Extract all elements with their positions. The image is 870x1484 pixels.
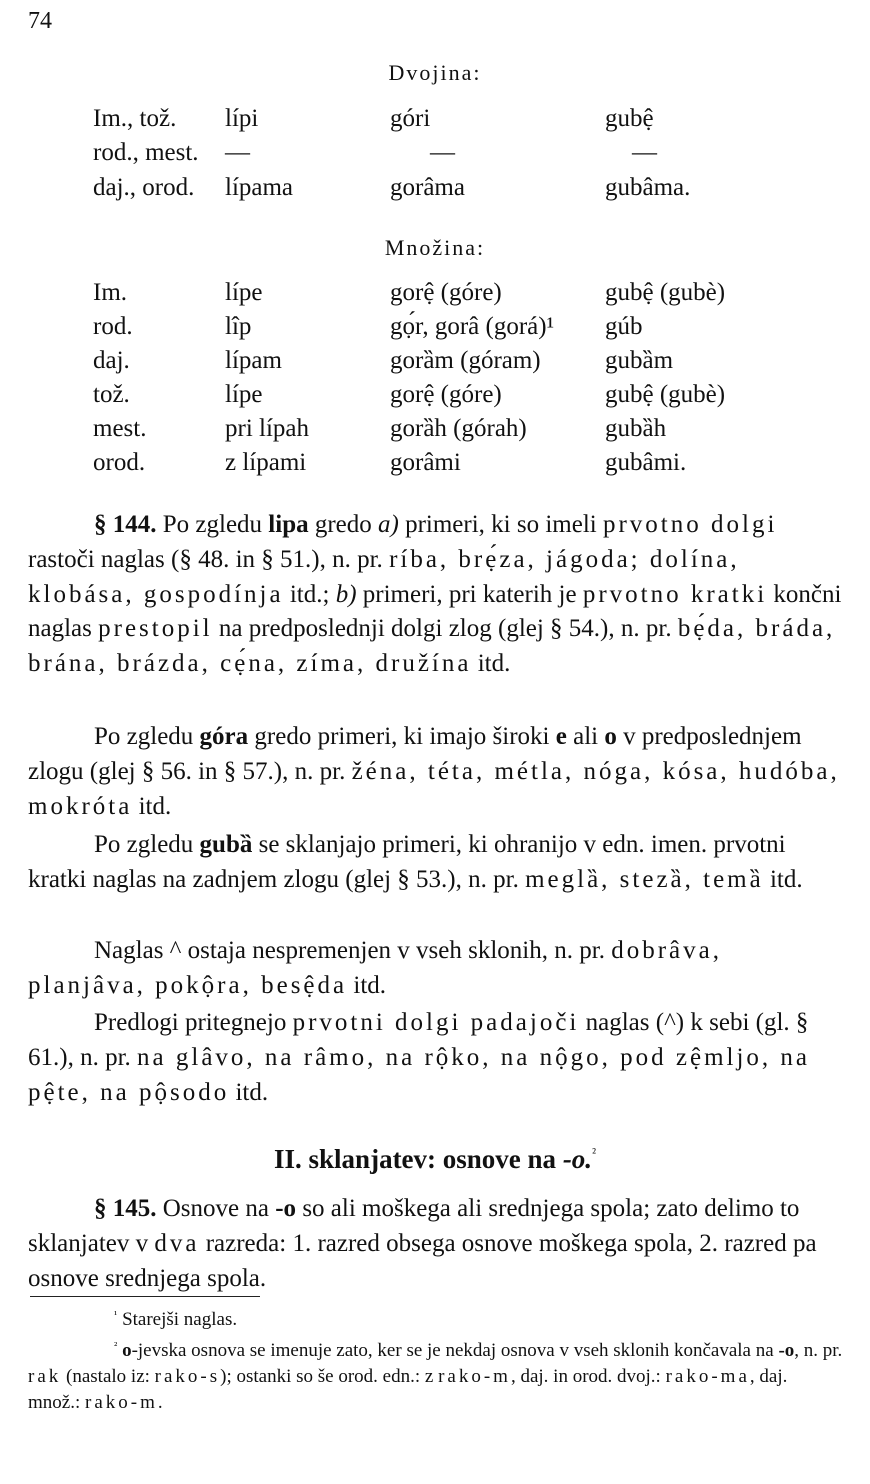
gora-form: gọ́r, gorâ (gorá)¹ [390, 313, 555, 340]
case-label: Im. [93, 279, 128, 306]
paragraph-predlogi: Predlogi pritegnejo prvotni dolgi padajoči naglas (^) k sebi (gl. § 61.), n. pr. na glâvo, na râmo, na rộko, na nộgo, pod zệmljo, na pệte, na pộsodo itd. [28, 1009, 811, 1106]
guba-form: — [632, 139, 657, 166]
guba-form: gubȁm [605, 347, 674, 374]
gora-form: gorâmi [390, 449, 461, 476]
guba-form: gubệ (gubè) [605, 381, 726, 408]
lipa-form: lípama [225, 174, 294, 201]
guba-form: gubệ (gubè) [605, 279, 726, 306]
case-label: mest. [93, 415, 147, 442]
paragraph-gora: Po zgledu góra gredo primeri, ki imajo široki e ali o v predposlednjem zlogu (glej § 56. in § 57.), n. pr. žéna, téta, métla, nóga, kósa, hudóba, mokróta itd. [28, 723, 840, 820]
guba-form: gubâma. [605, 174, 691, 201]
page-number: 74 [28, 8, 52, 34]
plural-row [0, 381, 870, 415]
dual-heading: Dvojina: [388, 60, 482, 85]
keyword-gora: góra [199, 723, 249, 750]
plural-row [0, 347, 870, 381]
paragraph-145: § 145. Osnove na -o so ali moškega ali srednjega spola; zato delimo to sklanjatev v dva razreda: 1. razred obsega osnove moškega spola, 2. razred pa osnove srednjega spola. [28, 1195, 817, 1292]
dual-row [0, 174, 870, 208]
footnote-ref: ² [592, 1145, 596, 1160]
example-words: bẹ́da, bráda, brána, brázda, cẹ́na, zíma, družína [28, 615, 836, 678]
paragraph-144: § 144. Po zgledu lipa gredo a) primeri, ki so imeli prvotno dolgi rastoči naglas (§ 48. in § 51.), n. pr. ríba, brẹ́za, jágoda; dolína, klobása, gospodínja itd.; b) primeri, pri katerih je prvotno kratki končni naglas prestopil na predposlednji dolgi zlog (glej § 54.), n. pr. bẹ́da, bráda, brána, brázda, cẹ́na, zíma, družína itd. [28, 511, 842, 678]
lipa-form: lípam [225, 347, 282, 374]
lipa-form: pri lípah [225, 415, 310, 442]
dual-row [0, 139, 870, 173]
example-words: dobrâva, planjâva, pokộra, besệda [28, 937, 722, 999]
lipa-form: z lípami [225, 449, 307, 476]
lipa-form: lípe [225, 279, 263, 306]
case-label: daj., orod. [93, 174, 195, 201]
gora-form: — [430, 139, 455, 166]
example-words: ríba, brẹ́za, jágoda; dolína, klobása, gospodínja [28, 545, 740, 608]
example-words: žéna, téta, métla, nóga, kósa, hudóba, mokróta [28, 757, 840, 820]
gora-form: gorȁm (góram) [390, 347, 541, 374]
gora-form: gorệ (góre) [390, 381, 502, 408]
chapter-heading: II. sklanjatev: osnove na -o.$^{^2}$ [274, 1144, 596, 1174]
section-sign: § 144. [94, 511, 157, 538]
plural-row [0, 279, 870, 313]
guba-form: gubệ [605, 105, 654, 132]
footnote-1: $^{^1}$ Starejši naglas. [114, 1309, 238, 1330]
footnote-2: $^{^2}$ o-jevska osnova se imenuje zato, ker se je nekdaj osnova v vseh sklonih končavala na -o, n. pr. rak (nastalo iz: rako-s); ostanki so še orod. edn.: z rako-m, daj. in orod. dvoj.: rako-ma, daj. množ.: rako-m. [28, 1340, 843, 1413]
example-words: na glâvo, na râmo, na rộko, na nộgo, pod zệmljo, na pệte, na pộsodo [28, 1043, 811, 1106]
guba-form: gúb [605, 313, 643, 340]
lipa-form: — [225, 139, 250, 166]
case-label: tož. [93, 381, 130, 408]
gora-form: góri [390, 105, 431, 132]
gora-form: gorệ (góre) [390, 279, 502, 306]
example-words: meglȁ, stezȁ, temȁ [525, 865, 764, 893]
paragraph-naglas: Naglas ^ ostaja nespremenjen v vseh sklonih, n. pr. dobrâva, planjâva, pokộra, besệda itd. [28, 937, 722, 999]
case-label: rod. [93, 313, 133, 340]
plural-row [0, 313, 870, 347]
gora-form: gorâma [390, 174, 465, 201]
dual-row [0, 105, 870, 139]
plural-row [0, 415, 870, 449]
guba-form: gubȁh [605, 415, 667, 442]
lipa-form: lípi [225, 105, 259, 132]
lipa-form: lípe [225, 381, 263, 408]
case-label: orod. [93, 449, 146, 476]
plural-heading: Množina: [384, 235, 486, 260]
section-sign: § 145. [94, 1195, 157, 1222]
keyword-guba: gubȁ [199, 831, 253, 858]
gora-form: gorȁh (górah) [390, 415, 527, 442]
keyword-lipa: lipa [268, 511, 309, 538]
footnotes [28, 1302, 843, 1416]
case-label: daj. [93, 347, 130, 374]
case-label: Im., tož. [93, 105, 177, 132]
lipa-form: lîp [225, 313, 252, 340]
guba-form: gubâmi. [605, 449, 687, 476]
footnote-divider [30, 1296, 260, 1297]
case-label: rod., mest. [93, 139, 199, 166]
paragraph-guba: Po zgledu gubȁ se sklanjajo primeri, ki ohranijo v edn. imen. prvotni kratki naglas na zadnjem zlogu (glej § 53.), n. pr. meglȁ, stezȁ, temȁ itd. [28, 831, 803, 893]
plural-row [0, 449, 870, 483]
